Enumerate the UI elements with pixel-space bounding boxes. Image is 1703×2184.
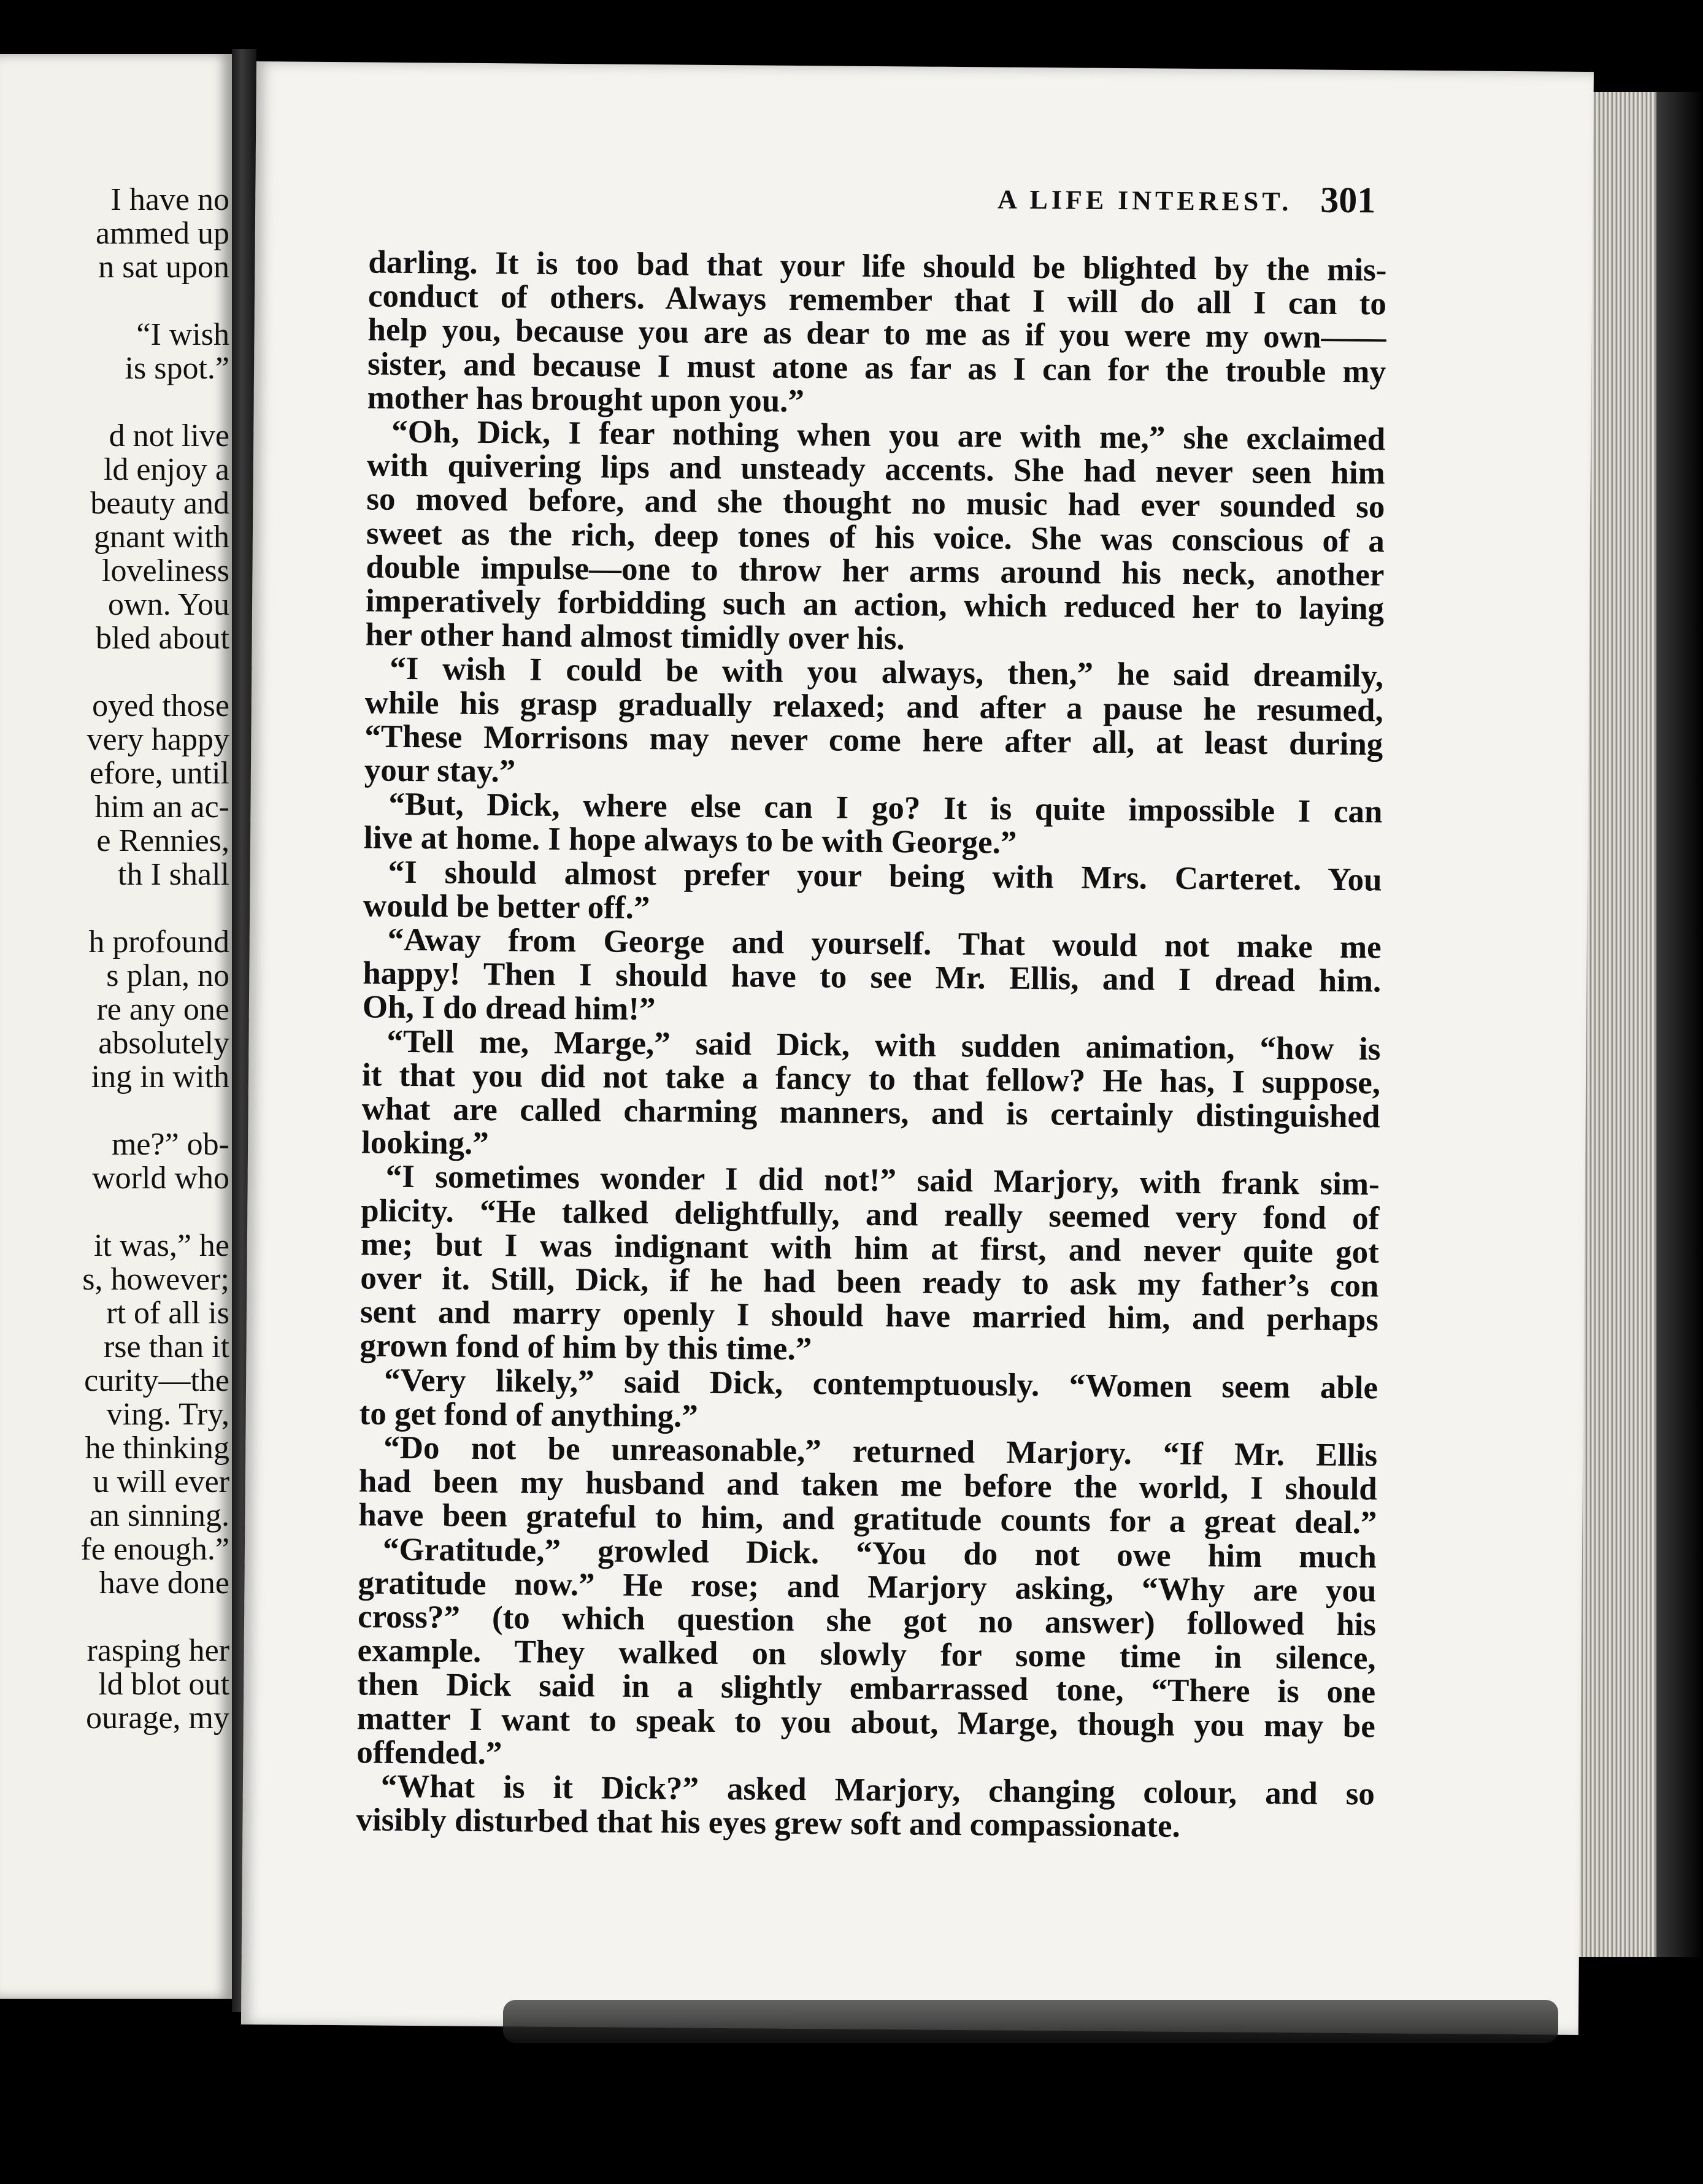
left-page-line: own. You [108,587,229,622]
text-line: have been grateful to him, and gratitude counts for a great deal.” [358,1497,1377,1541]
running-title: A LIFE INTEREST. [997,184,1293,217]
text-line: happy! Then I should have to see Mr. Ellis, and I dread him. [363,955,1382,999]
left-page-line: s, however; [82,1262,229,1297]
text-line: had been my husband and taken me before the world, I should [358,1463,1378,1507]
left-page-line: he thinking [85,1431,229,1466]
text-line: conduct of others. Always remember that I will do all I can to [367,278,1387,322]
left-page-line: an sinning. [89,1498,229,1533]
text-line: “Gratitude,” growled Dick. “You do not owe him much [382,1531,1377,1575]
page-number: 301 [1320,179,1376,221]
left-page-line: fe enough.” [80,1532,229,1567]
left-page-line: “I wish [136,317,229,352]
text-line: help you, because you are as dear to me as if you were my own—— [367,312,1386,356]
text-line: Oh, I do dread him!” [362,989,656,1028]
left-page-line: curity—the [84,1363,229,1398]
text-line: darling. It is too bad that your life should be blighted by the mis- [368,244,1387,288]
left-page-line: gnant with [94,520,229,555]
text-line: sister, and because I must atone as far as I can for the trouble my [367,346,1386,390]
left-page-line: have done [99,1566,229,1601]
left-page-line: oyed those [92,688,229,723]
left-page-line: absolutely [98,1026,229,1061]
left-page-line: very happy [86,722,229,757]
left-page-line: ld enjoy a [103,452,229,487]
text-line: “I should almost prefer your being with Mrs. Carteret. You [388,854,1382,898]
book-page [241,61,1594,2035]
text-line: cross?” (to which question she got no answer) followed his [357,1599,1377,1643]
text-line: “What is it Dick?” asked Marjory, changing colour, and so [380,1768,1375,1812]
text-line: it that you did not take a fancy to that fellow? He has, I suppose, [361,1057,1381,1101]
text-line: grown fond of him by this time.” [359,1328,812,1367]
left-page-line: rasping her [86,1633,229,1668]
text-line: “But, Dick, where else can I go? It is quite impossible I can [388,786,1383,830]
bottom-shadow [503,2000,1558,2043]
text-line: to get fond of anything.” [359,1396,699,1434]
text-line: while his grasp gradually relaxed; and after a pause he resumed, [364,685,1383,729]
text-line: your stay.” [364,752,516,790]
left-page-line: d not live [109,418,229,453]
left-page-line: loveliness [102,553,229,588]
text-line: offended.” [356,1734,502,1772]
left-page-line: th I shall [118,857,229,892]
text-line: what are called charming manners, and is certainly distinguished [361,1091,1380,1135]
left-page-line: u will ever [93,1464,229,1499]
left-page-line: is spot.” [125,351,229,386]
text-line: with quivering lips and unsteady accents. She had never seen him [366,447,1386,491]
text-line: mother has brought upon you.” [367,380,805,419]
text-line: sent and marry openly I should have married him, and perhaps [359,1294,1379,1338]
text-line: “Oh, Dick, I fear nothing when you are with me,” she exclaimed [391,413,1386,458]
left-page-line: it was,” he [94,1228,229,1263]
text-line: “These Morrisons may never come here after all, at least during [364,718,1383,763]
left-page-line: n sat upon [98,250,229,285]
text-line: looking.” [361,1125,490,1162]
left-page-line: ammed up [95,216,229,251]
left-page-line: world who [92,1161,229,1196]
left-page-line: re any one [96,992,229,1027]
left-page-line: efore, until [89,756,229,791]
text-line: so moved before, and she thought no music had ever sounded so [366,481,1385,525]
left-page-line: I have no [110,182,229,217]
text-line: sweet as the rich, deep tones of his voice. She was conscious of a [366,515,1385,559]
left-page-line: rt of all is [106,1296,229,1331]
text-line: live at home. I hope always to be with George.” [363,820,1017,861]
left-page-line: me?” ob- [111,1127,229,1162]
text-line: would be better off.” [363,888,650,926]
text-line: me; but I was indignant with him at first, and never quite got [360,1226,1380,1271]
left-page-line: e Rennies, [96,823,229,858]
left-page-line: ourage, my [86,1701,229,1736]
left-page-line: bled about [95,621,229,656]
text-line: matter I want to speak to you about, Marge, though you may be [356,1700,1375,1744]
text-line: imperatively forbidding such an action, which reduced her to laying [365,583,1385,627]
previous-page [0,54,232,1999]
left-page-line: him an ac- [94,790,229,825]
text-line: over it. Still, Dick, if he had been ready to ask my father’s con [360,1260,1379,1304]
text-line: plicity. “He talked delightfully, and really seemed very fond of [361,1192,1380,1237]
text-line: her other hand almost timidly over his. [365,617,905,657]
left-page-line: ing in with [91,1059,229,1094]
text-line: example. They walked on slowly for some time in silence, [357,1632,1376,1677]
text-line: gratitude now.” He rose; and Marjory asking, “Why are you [358,1565,1377,1609]
text-line: visibly disturbed that his eyes grew soft and compassionate. [356,1802,1180,1845]
left-page-line: h profound [88,925,229,959]
text-line: “Very likely,” said Dick, contemptuously. “Women seem able [383,1362,1378,1406]
left-page-line: rse than it [103,1329,229,1364]
page-edge-shadow [1656,92,1703,1957]
left-page-line: ving. Try, [106,1397,229,1432]
text-line: then Dick said in a slightly embarrassed tone, “There is one [356,1666,1376,1710]
text-line: “Away from George and yourself. That would not make me [387,921,1382,966]
text-line: “I wish I could be with you always, then,” he said dreamily, [390,651,1384,694]
text-line: “Tell me, Marge,” said Dick, with sudden animation, “how is [386,1023,1381,1067]
left-page-line: beauty and [90,486,229,521]
left-page-line: s plan, no [106,958,229,993]
text-line: “I sometimes wonder I did not!” said Marjory, with frank sim- [385,1159,1380,1202]
left-page-line: ld blot out [98,1667,229,1702]
text-line: double impulse—one to throw her arms around his neck, another [366,549,1385,593]
text-line: “Do not be unreasonable,” returned Marjory. “If Mr. Ellis [383,1429,1378,1474]
